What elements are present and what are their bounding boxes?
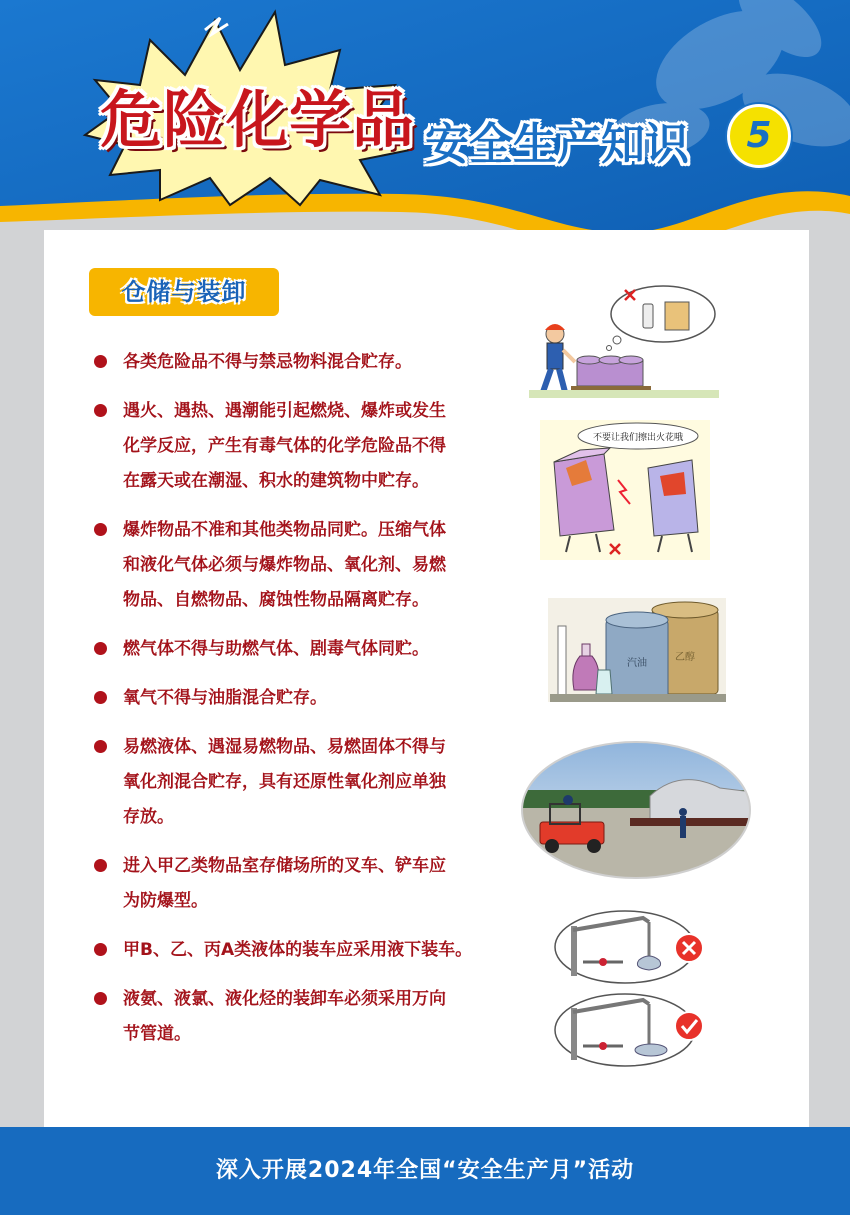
- check-icon: [675, 1012, 703, 1040]
- rules-list: [94, 345, 494, 1052]
- rule-line: 化学反应，产生有毒气体的化学危险品不得: [123, 436, 446, 456]
- rule-line: 和液化气体必须与爆炸物品、氧化剂、易燃: [123, 555, 446, 575]
- rule-line: 燃气体不得与助燃气体、剧毒气体同贮。: [123, 639, 429, 659]
- rule-line: 各类危险品不得与禁忌物料混合贮存。: [123, 352, 412, 372]
- rule-item: [94, 982, 494, 1052]
- arguing-boxes-illustration: [540, 420, 710, 560]
- rule-line: 爆炸物品不准和其他类物品同贮。压缩气体: [123, 520, 446, 540]
- rule-item: [94, 681, 494, 716]
- rule-line: 氧化剂混合贮存，具有还原性氧化剂应单独: [123, 772, 446, 792]
- bullet-icon: [94, 404, 107, 417]
- worker-barrels-illustration: [525, 282, 725, 400]
- rule-item: [94, 394, 494, 499]
- wrong-loading-illustration: [553, 908, 708, 986]
- barrels-bottles-illustration: [548, 598, 726, 702]
- bullet-icon: [94, 992, 107, 1005]
- rule-line: 易燃液体、遇湿易燃物品、易燃固体不得与: [123, 737, 446, 757]
- section-title: 仓储与装卸: [89, 268, 279, 316]
- speech-bubble-text: 不要让我们擦出火花哦: [592, 433, 684, 443]
- bullet-icon: [94, 691, 107, 704]
- rule-line: 物品、自燃物品、腐蚀性物品隔离贮存。: [123, 590, 429, 610]
- footer-bar: [0, 1127, 850, 1215]
- rule-item: [94, 345, 494, 380]
- rule-line: 节管道。: [123, 1024, 191, 1044]
- rule-item: [94, 849, 494, 919]
- bullet-icon: [94, 943, 107, 956]
- rule-line: 存放。: [123, 807, 174, 827]
- barrel-label: 汽油: [627, 658, 647, 669]
- rule-item: [94, 632, 494, 667]
- rule-item: [94, 513, 494, 618]
- barrel-label: 乙醇: [675, 652, 695, 663]
- page-title: 危险化学品: [100, 83, 416, 156]
- issue-number-badge: 5: [727, 104, 791, 168]
- rule-line: 液氨、液氯、液化烃的装卸车必须采用万向: [123, 989, 446, 1009]
- rule-line: 遇火、遇热、遇潮能引起燃烧、爆炸或发生: [123, 401, 446, 421]
- rule-line: 进入甲乙类物品室存储场所的叉车、铲车应: [123, 856, 446, 876]
- bullet-icon: [94, 859, 107, 872]
- rule-item: [94, 730, 494, 835]
- rule-item: [94, 933, 494, 968]
- bullet-icon: [94, 523, 107, 536]
- bullet-icon: [94, 642, 107, 655]
- correct-loading-illustration: [553, 990, 708, 1070]
- rule-line: 为防爆型。: [123, 891, 208, 911]
- rule-line: 在露天或在潮湿、积水的建筑物中贮存。: [123, 471, 429, 491]
- rule-line: 氧气不得与油脂混合贮存。: [123, 688, 327, 708]
- bullet-icon: [94, 740, 107, 753]
- page-subtitle: 安全生产知识: [425, 119, 689, 170]
- footer-slogan: 深入开展2024年全国“安全生产月”活动: [215, 1158, 635, 1183]
- loading-vehicle-illustration: [520, 740, 752, 880]
- bullet-icon: [94, 355, 107, 368]
- rule-line: 甲B、乙、丙A类液体的装车应采用液下装车。: [123, 940, 473, 960]
- header-banner: [0, 0, 850, 250]
